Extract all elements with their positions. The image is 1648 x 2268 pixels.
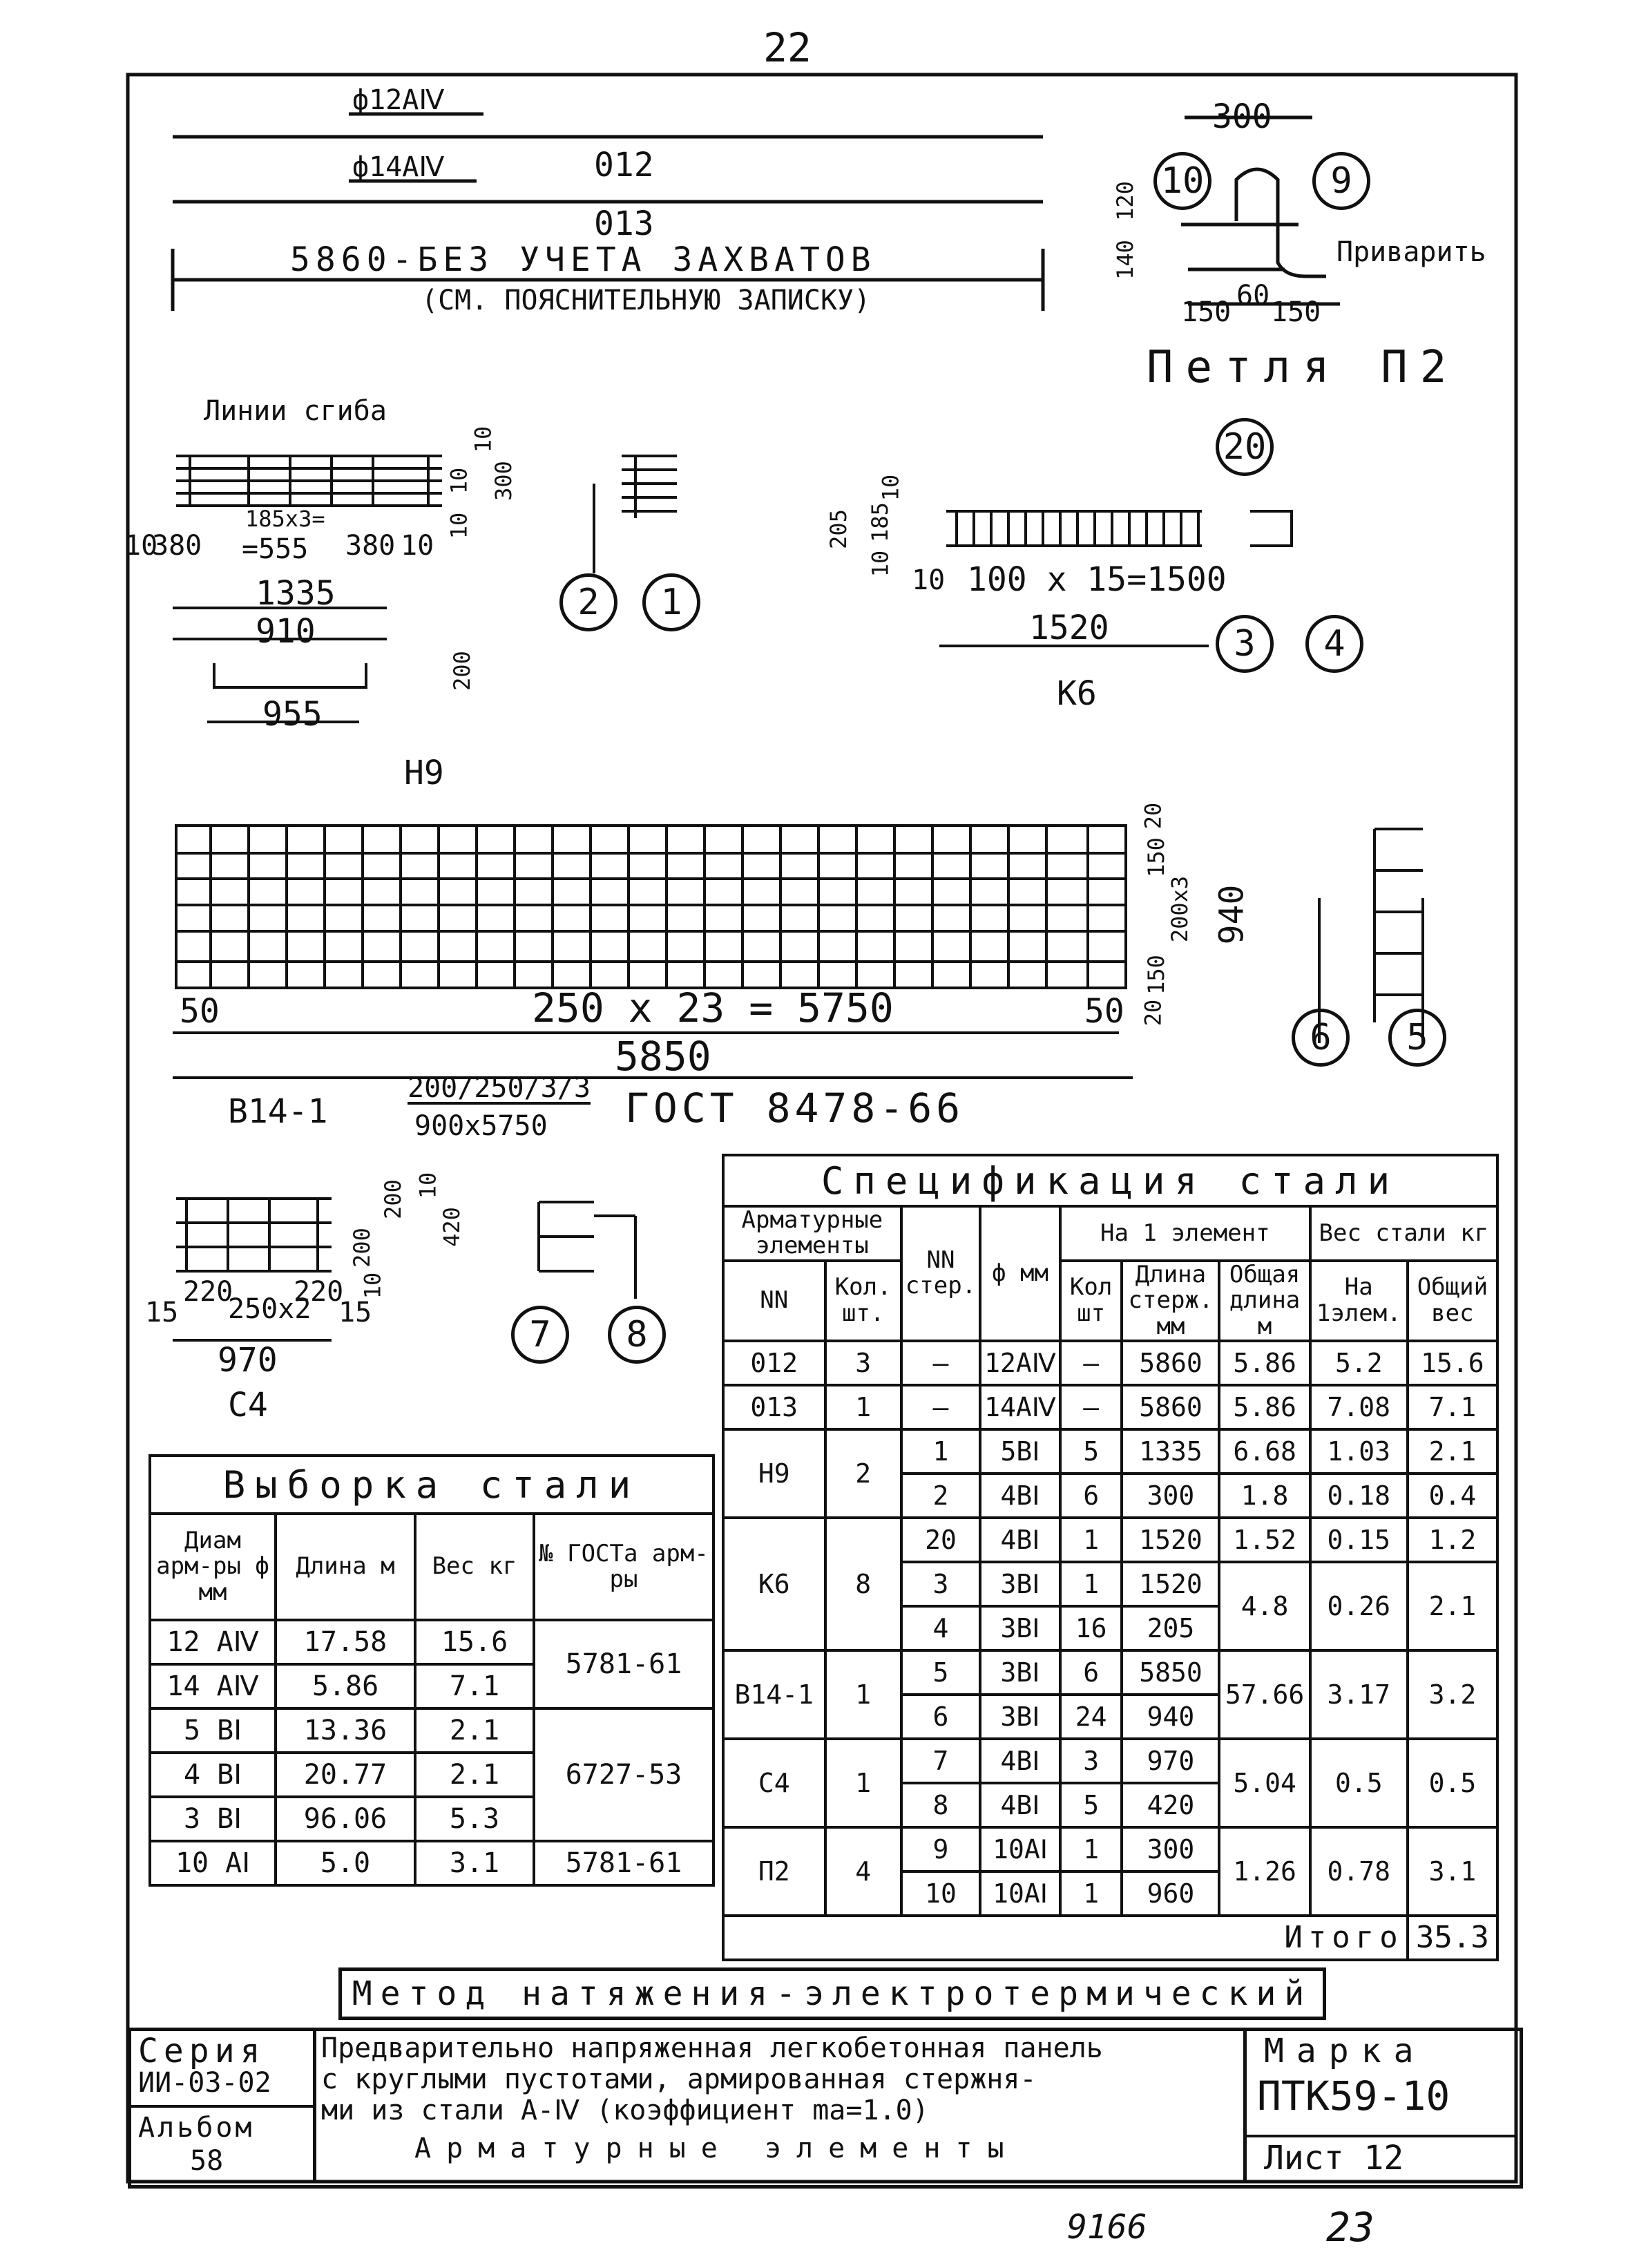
cell: 4ВⅠ — [980, 1783, 1060, 1827]
cell: 1 — [1060, 1518, 1122, 1562]
spec-total-label: Итого — [723, 1916, 1408, 1960]
cell: 5850 — [1122, 1650, 1219, 1695]
h9-d380a: 380 — [152, 530, 202, 562]
cell: 0.4 — [1408, 1474, 1497, 1518]
cell: 14 АⅣ — [150, 1664, 276, 1708]
c4-d220a: 220 — [183, 1276, 233, 1308]
cell: 0.26 — [1310, 1562, 1408, 1650]
spec-h-nn-ster: NN стер. — [901, 1206, 980, 1341]
k6-title: К6 — [1057, 674, 1097, 713]
cell: 300 — [1122, 1474, 1219, 1518]
cell: 4 — [825, 1827, 901, 1916]
h9-d910: 910 — [256, 612, 316, 651]
method-box: Метод натяжения-электротермический — [338, 1967, 1326, 2020]
b14-d200x3: 200х3 — [1167, 875, 1194, 943]
c4-title: С4 — [228, 1386, 268, 1424]
k6-d205: 205 — [825, 509, 852, 549]
h9-d10d: 10 — [445, 467, 472, 495]
cell: 5.86 — [1219, 1341, 1310, 1385]
cell: 3 — [825, 1341, 901, 1385]
cell: 10АⅠ — [980, 1827, 1060, 1871]
stamp-desc-3: ми из стали А-Ⅳ (коэффициент mа=1.0) — [321, 2095, 929, 2126]
k6-d185: 185 — [866, 502, 893, 542]
table-row — [150, 1708, 713, 1753]
mark-value: ПТК59-10 — [1257, 2072, 1450, 2119]
callout-2: 2 — [559, 573, 617, 631]
cell: 10 АⅠ — [150, 1841, 276, 1885]
h9-d185: 185х3= — [245, 506, 325, 532]
h9-d10c: 10 — [470, 426, 497, 453]
b14-frac-num: 200/250/3/3 — [408, 1072, 591, 1104]
h9-d10: 10 — [124, 530, 158, 562]
cell: 6.68 — [1219, 1429, 1310, 1474]
bar-note: (СМ. ПОЯСНИТЕЛЬНУЮ ЗАПИСКУ) — [421, 285, 871, 316]
cell: 5.3 — [415, 1797, 534, 1841]
cell: 6 — [901, 1695, 980, 1739]
cell: 1.8 — [1219, 1474, 1310, 1518]
c4-d200: 200 — [379, 1179, 406, 1219]
cell: 8 — [825, 1518, 901, 1650]
k6-total: 1520 — [1029, 609, 1109, 647]
cell: 0.5 — [1408, 1739, 1497, 1827]
h9-d555: =555 — [242, 533, 309, 565]
cell: 10 — [901, 1871, 980, 1916]
selection-h-gost: № ГОСТа арм-ры — [534, 1514, 713, 1620]
stamp-desc-1: Предварительно напряженная легкобетонная панель — [321, 2032, 1103, 2064]
cell: 4ВⅠ — [980, 1739, 1060, 1783]
cell: 2.1 — [1408, 1429, 1497, 1474]
page-number-bottom: 23 — [1326, 2204, 1374, 2251]
cell: 96.06 — [276, 1797, 415, 1841]
cell: 420 — [1122, 1783, 1219, 1827]
b14-d150a: 150 — [1142, 837, 1169, 877]
sheet-number: Лист 12 — [1264, 2139, 1404, 2178]
cell: 5781-61 — [534, 1841, 713, 1885]
h9-title: Н9 — [404, 754, 444, 792]
cell: 1.52 — [1219, 1518, 1310, 1562]
cell: 8 — [901, 1783, 980, 1827]
cell: — — [901, 1341, 980, 1385]
footnote-handwritten: 9166 — [1067, 2208, 1147, 2247]
bar-length-text: 5860-БЕЗ УЧЕТА ЗАХВАТОВ — [290, 240, 876, 279]
cell: 1 — [1060, 1827, 1122, 1871]
cell: 012 — [723, 1341, 825, 1385]
callout-10: 10 — [1153, 152, 1211, 210]
cell: 5.04 — [1219, 1739, 1310, 1827]
steel-selection-table — [148, 1454, 715, 1887]
c4-d10: 10 — [414, 1172, 441, 1199]
cell: 2.1 — [1408, 1562, 1497, 1650]
cell: 5.0 — [276, 1841, 415, 1885]
cell: 3.1 — [415, 1841, 534, 1885]
h9-d380b: 380 — [345, 530, 396, 562]
k6-d10b: 10 — [867, 550, 894, 578]
loop-dim-120: 120 — [1111, 181, 1138, 221]
cell: 1 — [825, 1739, 901, 1827]
bar1-label: ф12АⅣ — [352, 84, 445, 116]
cell: 1 — [901, 1429, 980, 1474]
cell: 940 — [1122, 1695, 1219, 1739]
c4-d200b: 200 — [348, 1228, 375, 1268]
cell: 300 — [1122, 1827, 1219, 1871]
b14-gost: ГОСТ 8478-66 — [625, 1085, 965, 1132]
cell: 3ВⅠ — [980, 1695, 1060, 1739]
h9-bend-label: Линии сгиба — [204, 395, 387, 427]
cell: 5.2 — [1310, 1341, 1408, 1385]
cell: 24 — [1060, 1695, 1122, 1739]
c4-d220b: 220 — [294, 1276, 344, 1308]
c4-d15b: 15 — [338, 1297, 372, 1328]
cell: 4.8 — [1219, 1562, 1310, 1650]
b14-d50a: 50 — [180, 992, 220, 1031]
spec-h-elem: Арматурные элементы — [723, 1206, 901, 1261]
cell: 9 — [901, 1827, 980, 1871]
cell: 2 — [825, 1429, 901, 1518]
cell: 013 — [723, 1385, 825, 1429]
h9-d955: 955 — [262, 695, 323, 734]
cell: 7.08 — [1310, 1385, 1408, 1429]
cell: 3.1 — [1408, 1827, 1497, 1916]
selection-title: Выборка стали — [150, 1456, 713, 1514]
cell: 0.5 — [1310, 1739, 1408, 1827]
cell: 4ВⅠ — [980, 1518, 1060, 1562]
loop-dim-300: 300 — [1212, 97, 1272, 136]
k6-span: 100 х 15=1500 — [967, 560, 1227, 599]
cell: 1335 — [1122, 1429, 1219, 1474]
page-number-top: 22 — [763, 24, 812, 71]
b14-total: 5850 — [615, 1033, 711, 1080]
cell: 1520 — [1122, 1562, 1219, 1606]
cell: 3ВⅠ — [980, 1562, 1060, 1606]
cell: 5 — [1060, 1429, 1122, 1474]
stamp-desc-2: с круглыми пустотами, армированная стержня- — [321, 2064, 1037, 2095]
cell: 1 — [1060, 1562, 1122, 1606]
cell: 7.1 — [1408, 1385, 1497, 1429]
table-row — [723, 1385, 1497, 1429]
cell: 1.2 — [1408, 1518, 1497, 1562]
cell: 970 — [1122, 1739, 1219, 1783]
loop-dim-140: 140 — [1111, 240, 1138, 280]
cell: 20.77 — [276, 1753, 415, 1797]
mark-divider — [1243, 2135, 1516, 2137]
cell: 5 — [901, 1650, 980, 1695]
cell: 4ВⅠ — [980, 1474, 1060, 1518]
k6-d10c: 10 — [912, 564, 946, 596]
bar1-mark: 012 — [594, 146, 654, 184]
spec-h-phi: ф мм — [980, 1206, 1060, 1341]
spec-title: Спецификация стали — [723, 1155, 1497, 1206]
callout-9: 9 — [1312, 152, 1370, 210]
h9-d1335: 1335 — [256, 574, 336, 613]
cell: 0.15 — [1310, 1518, 1408, 1562]
spec-h-total-len: Общая длина м — [1219, 1261, 1310, 1341]
cell: 57.66 — [1219, 1650, 1310, 1739]
cell: 5781-61 — [534, 1620, 713, 1708]
k6-d10a: 10 — [877, 474, 904, 502]
cell: 0.78 — [1310, 1827, 1408, 1916]
spec-h-qty: Кол. шт. — [825, 1261, 901, 1341]
cell: 6727-53 — [534, 1708, 713, 1841]
cell: — — [901, 1385, 980, 1429]
spec-h-weight: Вес стали кг — [1310, 1206, 1497, 1261]
h9-d300: 300 — [490, 461, 517, 501]
cell: 5ВⅠ — [980, 1429, 1060, 1474]
cell: 2 — [901, 1474, 980, 1518]
cell: 5860 — [1122, 1341, 1219, 1385]
spec-total-value: 35.3 — [1408, 1916, 1497, 1960]
c4-d250x2: 250х2 — [228, 1293, 312, 1325]
b14-d940: 940 — [1212, 884, 1252, 945]
cell: 5 — [1060, 1783, 1122, 1827]
cell: 7 — [901, 1739, 980, 1783]
cell: 3.2 — [1408, 1650, 1497, 1739]
cell: 6 — [1060, 1474, 1122, 1518]
table-row — [150, 1620, 713, 1664]
cell: Н9 — [723, 1429, 825, 1518]
selection-h-wt: Вес кг — [415, 1514, 534, 1620]
cell: 5 ВⅠ — [150, 1708, 276, 1753]
stamp-desc-4: Арматурные элементы — [414, 2133, 1019, 2164]
cell: 1.26 — [1219, 1827, 1310, 1916]
c4-d10b: 10 — [359, 1272, 386, 1299]
cell: 2.1 — [415, 1708, 534, 1753]
spec-h-one: На 1 элемент — [1060, 1206, 1310, 1261]
cell: 13.36 — [276, 1708, 415, 1753]
c4-total: 970 — [218, 1341, 278, 1380]
cell: 0.18 — [1310, 1474, 1408, 1518]
cell: 3.17 — [1310, 1650, 1408, 1739]
steel-spec-table — [722, 1154, 1499, 1961]
cell: 3 — [1060, 1739, 1122, 1783]
h9-d10b: 10 — [401, 530, 434, 562]
cell: 16 — [1060, 1606, 1122, 1650]
cell: П2 — [723, 1827, 825, 1916]
c4-d420: 420 — [438, 1207, 465, 1247]
bar2-mark: 013 — [594, 204, 654, 243]
cell: 12 АⅣ — [150, 1620, 276, 1664]
h9-d10e: 10 — [445, 512, 472, 540]
table-row — [723, 1739, 1497, 1783]
cell: 2.1 — [415, 1753, 534, 1797]
cell: 1 — [825, 1650, 901, 1739]
h9-d200: 200 — [448, 651, 475, 691]
callout-5: 5 — [1388, 1009, 1446, 1067]
cell: 6 — [1060, 1650, 1122, 1695]
table-row — [723, 1518, 1497, 1562]
stamp-divider-left — [313, 2028, 316, 2182]
table-row — [723, 1429, 1497, 1474]
cell: — — [1060, 1385, 1122, 1429]
cell: 12АⅣ — [980, 1341, 1060, 1385]
spec-h-dlina: Длина стерж. мм — [1122, 1261, 1219, 1341]
cell: 205 — [1122, 1606, 1219, 1650]
cell: 3ВⅠ — [980, 1650, 1060, 1695]
b14-mesh — [173, 826, 1423, 1078]
series-label: Серия — [138, 2032, 266, 2070]
cell: 7.1 — [415, 1664, 534, 1708]
callout-20: 20 — [1216, 418, 1274, 476]
b14-frac-den: 900х5750 — [414, 1110, 548, 1142]
callout-8: 8 — [608, 1306, 666, 1364]
weld-note: Приварить — [1336, 236, 1486, 268]
spec-h-nn: NN — [723, 1261, 825, 1341]
cell: 5.86 — [1219, 1385, 1310, 1429]
table-row — [723, 1827, 1497, 1871]
cell: 20 — [901, 1518, 980, 1562]
spec-h-kol: Кол шт — [1060, 1261, 1122, 1341]
callout-4: 4 — [1305, 615, 1363, 673]
cell: 15.6 — [1408, 1341, 1497, 1385]
table-row — [723, 1341, 1497, 1385]
cell: 960 — [1122, 1871, 1219, 1916]
cell: 5.86 — [276, 1664, 415, 1708]
table-row — [723, 1650, 1497, 1695]
b14-title: В14-1 — [228, 1092, 328, 1131]
cell: С4 — [723, 1739, 825, 1827]
table-row — [150, 1841, 713, 1885]
callout-1: 1 — [642, 573, 700, 631]
cell: 17.58 — [276, 1620, 415, 1664]
cell: 5860 — [1122, 1385, 1219, 1429]
loop-dim-150a: 150 — [1181, 296, 1232, 328]
album-value: 58 — [190, 2145, 224, 2177]
selection-h-diam: Диам арм-ры ф мм — [150, 1514, 276, 1620]
cell: 3ВⅠ — [980, 1606, 1060, 1650]
cell: 3 ВⅠ — [150, 1797, 276, 1841]
cell: 1 — [825, 1385, 901, 1429]
cell: — — [1060, 1341, 1122, 1385]
spec-h-w1: На 1элем. — [1310, 1261, 1408, 1341]
callout-6: 6 — [1292, 1009, 1350, 1067]
cell: 1520 — [1122, 1518, 1219, 1562]
callout-3: 3 — [1216, 615, 1274, 673]
selection-h-len: Длина м — [276, 1514, 415, 1620]
b14-d150b: 150 — [1142, 955, 1169, 995]
album-label: Альбом — [138, 2112, 255, 2144]
bar2-label: ф14АⅣ — [352, 151, 445, 183]
mark-label: Марка — [1264, 2032, 1426, 2070]
stamp-divider-right — [1243, 2028, 1247, 2182]
b14-d20b: 20 — [1140, 999, 1167, 1027]
loop-title: Петля П2 — [1147, 342, 1459, 393]
callout-7: 7 — [511, 1306, 569, 1364]
c4-d15a: 15 — [145, 1297, 179, 1328]
cell: 15.6 — [415, 1620, 534, 1664]
b14-span: 250 х 23 = 5750 — [532, 984, 894, 1031]
spec-h-wall: Общий вес — [1408, 1261, 1497, 1341]
loop-dim-150b: 150 — [1271, 296, 1321, 328]
cell: В14-1 — [723, 1650, 825, 1739]
cell: 1.03 — [1310, 1429, 1408, 1474]
b14-d20a: 20 — [1140, 802, 1167, 830]
cell: 10АⅠ — [980, 1871, 1060, 1916]
loop-dim-60: 60 — [1236, 280, 1270, 312]
cell: К6 — [723, 1518, 825, 1650]
cell: 1 — [1060, 1871, 1122, 1916]
cell: 3 — [901, 1562, 980, 1606]
series-value: ИИ-03-02 — [138, 2067, 271, 2099]
b14-d50b: 50 — [1084, 992, 1124, 1031]
cell: 4 — [901, 1606, 980, 1650]
cell: 4 ВⅠ — [150, 1753, 276, 1797]
cell: 14АⅣ — [980, 1385, 1060, 1429]
